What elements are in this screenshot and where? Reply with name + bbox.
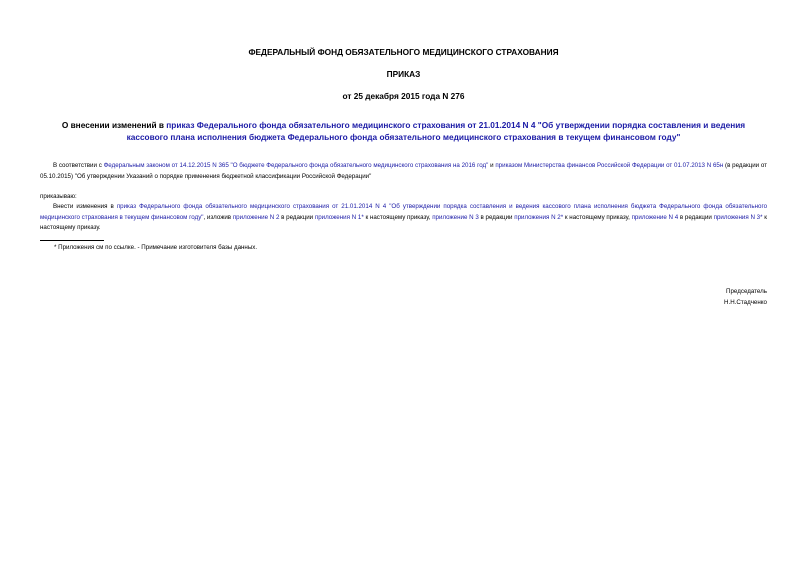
body-paragraph [40, 202, 767, 234]
preamble-text-3: (в редакции от 05.10.2015) "Об утверждении Указаний о порядке применения бюджетной классификации Российской Федерации" [40, 162, 768, 180]
link-new-appendix-1[interactable]: приложения N 1* [314, 213, 364, 221]
body-text-2: , изложив [203, 213, 233, 221]
document-date: от 25 декабря 2015 года N 276 [342, 91, 465, 101]
link-appendix-2[interactable]: приложение N 2 [232, 213, 280, 221]
signature-position: Председатель [726, 288, 767, 295]
body-text-1: Внести изменения в [53, 203, 117, 210]
link-new-appendix-3[interactable]: приложения N 3* [713, 213, 763, 221]
preamble-text-2: и [488, 162, 496, 169]
document-title [40, 120, 767, 143]
preamble-text-1: В соответствии с [53, 162, 104, 169]
body-text-8: к настоящему приказу. [40, 213, 767, 231]
organization-heading: ФЕДЕРАЛЬНЫЙ ФОНД ОБЯЗАТЕЛЬНОГО МЕДИЦИНСКОГО СТРАХОВАНИЯ [248, 47, 559, 57]
link-appendix-3[interactable]: приложение N 3 [432, 213, 479, 221]
signature-name: Н.Н.Стадченко [724, 298, 767, 306]
document-type-heading: ПРИКАЗ [386, 69, 421, 79]
link-amended-order[interactable]: приказ Федерального фонда обязательного медицинского страхования от 21.01.2014 N 4 "Об утверждении порядка составления и ведения кассового плана исполнения бюджета Федерального фонда обязательного медицинского страхования в текущем финансовом году" [40, 203, 768, 221]
body-text-3: в редакции [279, 213, 315, 221]
body-text-4: к настоящему приказу, [363, 213, 433, 221]
preamble-paragraph [40, 161, 767, 182]
footnote-divider [40, 240, 104, 241]
order-word: приказываю: [40, 193, 77, 200]
link-appendix-4[interactable]: приложение N 4 [631, 213, 679, 221]
title-link-order[interactable]: приказ Федерального фонда обязательного медицинского страхования от 21.01.2014 N 4 "Об утверждении порядка составления и ведения кассового плана исполнения бюджета Федерального фонда обязательного медицинского страхования в текущем финансовом году" [126, 120, 746, 142]
title-prefix: О внесении изменений в [61, 120, 167, 130]
body-text-5: в редакции [478, 213, 515, 221]
link-federal-law[interactable]: Федеральным законом от 14.12.2015 N 365 "О бюджете Федерального фонда обязательного медицинского страхования на 2016 год" [103, 162, 489, 169]
body-text-6: к настоящему приказу, [563, 213, 632, 221]
link-new-appendix-2[interactable]: приложения N 2* [514, 213, 564, 221]
link-minfin-order[interactable]: приказом Министерства финансов Российской Федерации от 01.07.2013 N 65н [495, 162, 724, 169]
footnote: * Приложения см по ссылке. - Примечание изготовителя базы данных. [54, 244, 258, 251]
body-text-7: в редакции [678, 213, 714, 221]
signature-block [640, 287, 767, 308]
